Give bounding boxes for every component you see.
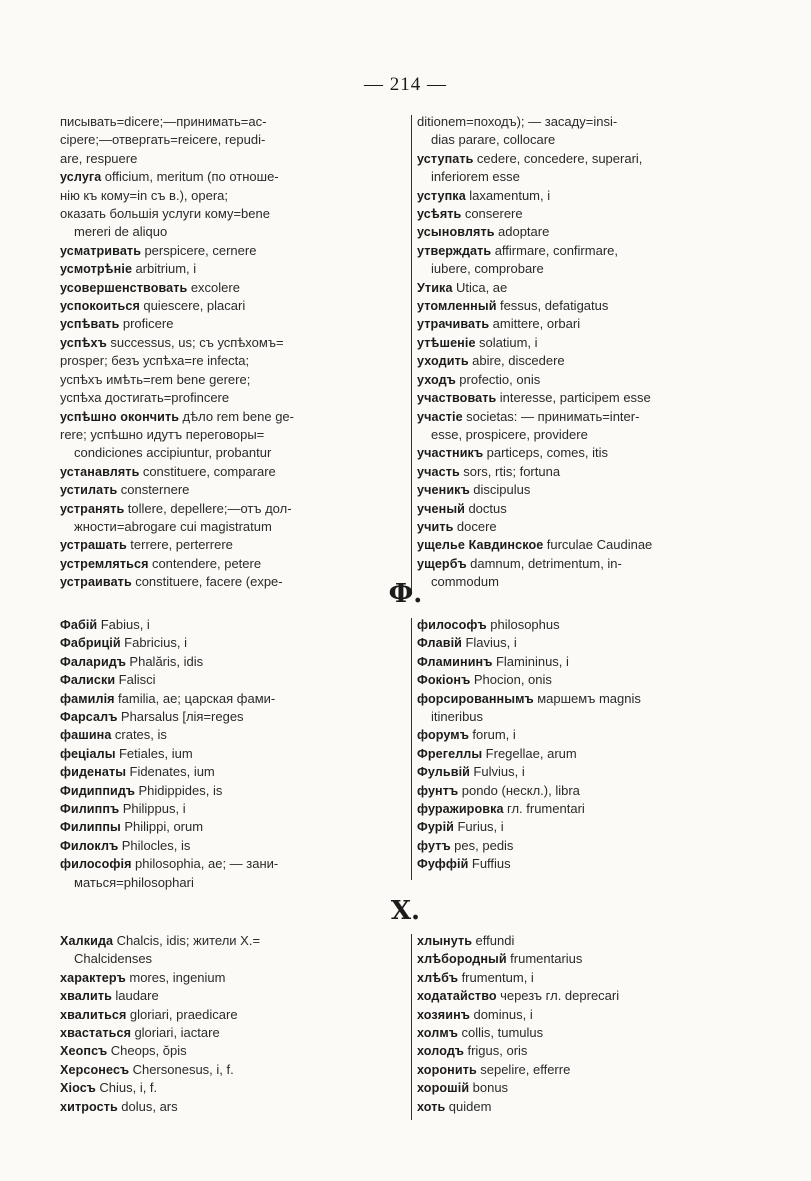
definition: pes, pedis [454, 837, 514, 853]
dictionary-entry [60, 242, 406, 260]
headword: уходить [417, 354, 469, 369]
headword: хлѣбъ [417, 970, 459, 985]
definition: furculae Caudinae [546, 537, 653, 553]
dictionary-entry [417, 223, 772, 241]
entry-continuation [60, 444, 406, 462]
entry-continuation [60, 426, 406, 444]
definition: contendere, petere [151, 555, 262, 571]
definition: interesse, participem esse [499, 390, 651, 406]
column-divider [411, 115, 412, 593]
dictionary-entry [417, 1061, 772, 1079]
entry-continuation [60, 131, 406, 149]
dictionary-entry [60, 745, 406, 763]
headword: устанавлять [60, 464, 140, 479]
headword: хвастаться [60, 1026, 132, 1041]
letter-heading-h: Х. [390, 896, 421, 926]
headword: Фарсалъ [60, 710, 118, 725]
definition: constituere, comparare [142, 463, 276, 479]
headword: Фламининъ [417, 654, 493, 669]
headword: Фабій [60, 618, 98, 632]
definition: philosophus [490, 617, 560, 632]
headword: хвалиться [60, 1007, 127, 1022]
dictionary-entry [417, 463, 772, 481]
headword: усмотрѣніе [60, 262, 133, 277]
entry-continuation [60, 223, 406, 241]
headword: ученый [417, 501, 466, 516]
right-column [417, 616, 772, 874]
definition: frigus, oris [467, 1043, 528, 1059]
headword: хорошій [417, 1081, 470, 1096]
entry-continuation [60, 150, 406, 168]
definition: маться=philosophari [74, 874, 194, 890]
definition: arbitrium, i [135, 261, 197, 277]
dictionary-entry [417, 187, 772, 205]
headword: хозяинъ [417, 1007, 471, 1022]
definition: mereri de aliquo [74, 224, 168, 240]
dictionary-entry [60, 279, 406, 297]
dictionary-entry [417, 1098, 772, 1116]
dictionary-entry [417, 987, 772, 1005]
definition: Fabricius, i [124, 635, 188, 651]
headword: форумъ [417, 728, 470, 743]
headword: хоть [417, 1099, 446, 1114]
dictionary-entry [417, 371, 772, 389]
definition: tollere, depellere;—отъ дол- [127, 500, 292, 516]
definition: philosophia, ae; — зани- [135, 856, 279, 872]
dictionary-entry [417, 782, 772, 800]
definition: Chius, i, f. [99, 1080, 158, 1096]
definition: iubere, comprobare [431, 261, 544, 277]
definition: cipere;—отвергать=reicere, repudi- [60, 132, 266, 148]
definition: commodum [431, 574, 499, 590]
dictionary-entry [417, 855, 772, 873]
dictionary-entry [417, 205, 772, 223]
dictionary-entry [417, 444, 772, 462]
definition: нію къ кому=in съ в.), opera; [60, 187, 228, 203]
dictionary-entry [60, 481, 406, 499]
headword: ущербъ [417, 556, 467, 571]
definition: discipulus [473, 482, 531, 498]
dictionary-entry [417, 315, 772, 333]
right-column [417, 932, 772, 1116]
headword: утверждать [417, 243, 492, 258]
headword: уступать [417, 151, 474, 166]
dictionary-entry [60, 1006, 406, 1024]
dictionary-entry [417, 726, 772, 744]
left-column [60, 113, 406, 592]
dictionary-entry [60, 1042, 406, 1060]
definition: particeps, comes, itis [486, 445, 609, 461]
definition: collis, tumulus [461, 1025, 544, 1041]
dictionary-entry [417, 555, 772, 573]
headword: успѣшно окончить [60, 409, 180, 424]
definition: amittere, orbari [492, 316, 581, 332]
dictionary-entry [417, 690, 772, 708]
entry-continuation [60, 518, 406, 536]
headword: Фаларидъ [60, 654, 127, 669]
dictionary-entry [417, 536, 772, 554]
headword: Фурій [417, 820, 455, 835]
definition: гл. frumentari [507, 801, 585, 817]
definition: quidem [448, 1098, 492, 1114]
headword: Фабрицій [60, 636, 121, 651]
definition: damnum, detrimentum, in- [470, 555, 622, 571]
column-divider [411, 934, 412, 1120]
headword: услуга [60, 170, 102, 185]
left-column [60, 932, 406, 1116]
dictionary-entry [60, 334, 406, 352]
dictionary-entry [60, 555, 406, 573]
dictionary-entry [417, 800, 772, 818]
entry-continuation [60, 371, 406, 389]
headword: усыновлять [417, 225, 495, 240]
dictionary-entry [417, 352, 772, 370]
headword: ученикъ [417, 483, 470, 498]
dictionary-entry [417, 837, 772, 855]
entry-continuation [60, 352, 406, 370]
headword: утрачивать [417, 317, 490, 332]
headword: участіе [417, 409, 463, 424]
headword: утомленный [417, 299, 497, 314]
definition: Cheops, ŏpis [110, 1043, 187, 1059]
entry-continuation [60, 205, 406, 223]
headword: уходъ [417, 372, 456, 387]
definition: fessus, defatigatus [499, 298, 609, 314]
definition: успѣхъ имѣть=rem bene gerere; [60, 371, 251, 387]
definition: solatium, i [479, 334, 538, 350]
definition: sepelire, efferre [480, 1061, 571, 1077]
right-column [417, 113, 772, 592]
definition: laudare [115, 988, 159, 1004]
definition: profectio, onis [459, 371, 541, 387]
dictionary-entry [417, 481, 772, 499]
definition: Chersonesus, i, f. [132, 1061, 234, 1077]
dictionary-entry [60, 463, 406, 481]
entry-continuation [417, 131, 772, 149]
entry-continuation [417, 260, 772, 278]
section-f-entries [60, 616, 772, 896]
entry-continuation [60, 187, 406, 205]
definition: дѣло rem bene ge- [182, 408, 294, 424]
definition: Falisci [118, 672, 156, 688]
headword: участвовать [417, 391, 497, 406]
definition: abire, discedere [472, 353, 565, 369]
headword: Фуффій [417, 857, 469, 872]
definition: жности=abrogare cui magistratum [74, 518, 272, 534]
dictionary-entry [417, 950, 772, 968]
definition: successus, us; съ успѣхомъ= [110, 334, 284, 350]
dictionary-entry [60, 671, 406, 689]
dictionary-entry [417, 969, 772, 987]
definition: Chalcis, idis; жители Х.= [116, 933, 261, 948]
definition: docere [456, 518, 497, 534]
definition: familia, ae; царская фами- [118, 690, 276, 706]
definition: rere; успѣшно идутъ переговоры= [60, 426, 265, 442]
headword: фуражировка [417, 802, 504, 817]
dictionary-entry [417, 518, 772, 536]
headword: успокоиться [60, 299, 140, 314]
headword: ущелье Кавдинское [417, 538, 544, 553]
headword: феціалы [60, 746, 116, 761]
headword: Фрегеллы [417, 746, 483, 761]
dictionary-entry [417, 297, 772, 315]
dictionary-entry [417, 932, 772, 950]
entry-continuation [417, 113, 772, 131]
dictionary-entry [417, 279, 772, 297]
definition: laxamentum, i [469, 187, 551, 203]
entry-continuation [60, 950, 406, 968]
dictionary-entry [60, 653, 406, 671]
dictionary-entry [417, 653, 772, 671]
definition: terrere, perterrere [130, 537, 233, 553]
definition: dominus, i [473, 1006, 533, 1022]
dictionary-entry [417, 671, 772, 689]
definition: Fregellae, arum [485, 745, 577, 761]
headword: Филиппы [60, 820, 121, 835]
headword: усѣять [417, 207, 462, 222]
definition: consternere [120, 482, 190, 498]
dictionary-entry [417, 1079, 772, 1097]
dictionary-entry [417, 242, 772, 260]
definition: perspicere, cernere [144, 242, 257, 258]
definition: frumentarius [510, 951, 583, 967]
dictionary-entry [60, 1061, 406, 1079]
dictionary-entry [417, 408, 772, 426]
definition: dias parare, collocare [431, 132, 556, 148]
headword: ходатайство [417, 989, 497, 1004]
definition: Flamininus, i [495, 653, 569, 669]
definition: are, respuere [60, 150, 138, 166]
dictionary-entry [417, 616, 772, 634]
headword: Халкида [60, 934, 114, 948]
headword: успѣвать [60, 317, 120, 332]
definition: Pharsalus [лія=reges [120, 709, 244, 725]
headword: Флавій [417, 636, 463, 651]
headword: Утика [417, 280, 453, 295]
dictionary-entry [60, 315, 406, 333]
definition: Philocles, is [121, 837, 191, 853]
dictionary-entry [60, 969, 406, 987]
headword: участникъ [417, 446, 484, 461]
dictionary-entry [60, 763, 406, 781]
definition: conserere [464, 206, 523, 222]
headword: Филиппъ [60, 802, 120, 817]
dictionary-entry [60, 932, 406, 950]
definition: cedere, concedere, superari, [476, 150, 643, 166]
definition: Fetiales, ium [118, 745, 193, 761]
headword: хвалить [60, 989, 112, 1004]
definition: Phocion, onis [473, 672, 552, 688]
column-divider [411, 618, 412, 880]
definition: Utica, ae [455, 279, 508, 295]
definition: frumentum, i [461, 969, 534, 985]
headword: философія [60, 857, 132, 872]
dictionary-entry [417, 763, 772, 781]
entry-continuation [60, 113, 406, 131]
definition: adoptare [498, 224, 550, 240]
dictionary-entry [417, 745, 772, 763]
definition: Flavius, i [465, 635, 517, 651]
definition: quiescere, placari [143, 298, 246, 314]
definition: effundi [475, 933, 515, 948]
headword: фамилія [60, 691, 115, 706]
definition: mores, ingenium [129, 969, 226, 985]
letter-heading-f: Ф. [388, 579, 423, 609]
definition: crates, is [114, 727, 167, 743]
dictionary-entry [60, 408, 406, 426]
definition: оказать большія услуги кому=bene [60, 206, 270, 222]
definition: sors, rtis; fortuna [463, 463, 561, 479]
entry-continuation [60, 874, 406, 892]
definition: Fidenates, ium [129, 764, 215, 780]
headword: учить [417, 519, 454, 534]
headword: хоронить [417, 1062, 477, 1077]
definition: condiciones accipiuntur, probantur [74, 445, 272, 461]
definition: ditionem=походъ); — засаду=insi- [417, 114, 618, 129]
dictionary-entry [417, 150, 772, 168]
headword: участь [417, 464, 460, 479]
headword: Фалиски [60, 673, 116, 688]
definition: писывать=dicere;—принимать=ac- [60, 114, 267, 129]
headword: успѣхъ [60, 335, 107, 350]
headword: форсированнымъ [417, 691, 534, 706]
headword: философъ [417, 618, 487, 632]
headword: фашина [60, 728, 112, 743]
dictionary-entry [417, 818, 772, 836]
definition: Phidippides, is [138, 782, 223, 798]
definition: esse, prospicere, providere [431, 426, 588, 442]
headword: усматривать [60, 243, 142, 258]
section-h-entries [60, 932, 772, 1122]
definition: маршемъ magnis [537, 690, 641, 706]
definition: Fabius, i [100, 617, 150, 632]
dictionary-entry [60, 726, 406, 744]
dictionary-entry [417, 1006, 772, 1024]
headword: устрашать [60, 538, 127, 553]
dictionary-entry [417, 334, 772, 352]
headword: Фокіонъ [417, 673, 471, 688]
dictionary-entry [60, 260, 406, 278]
headword: фунтъ [417, 783, 459, 798]
definition: gloriari, iactare [134, 1025, 220, 1041]
page-number: — 214 — [364, 74, 447, 95]
dictionary-entry [60, 168, 406, 186]
definition: черезъ гл. deprecari [500, 988, 620, 1004]
dictionary-entry [60, 987, 406, 1005]
headword: хлѣбородный [417, 952, 507, 967]
definition: excolere [190, 279, 240, 295]
dictionary-entry [60, 782, 406, 800]
section-u-entries [60, 113, 772, 593]
dictionary-entry [60, 818, 406, 836]
entry-continuation [60, 389, 406, 407]
headword: Херсонесъ [60, 1062, 130, 1077]
entry-continuation [417, 708, 772, 726]
headword: фиденаты [60, 765, 127, 780]
dictionary-entry [417, 389, 772, 407]
dictionary-entry [60, 690, 406, 708]
definition: proficere [122, 316, 174, 332]
definition: affirmare, confirmare, [494, 242, 618, 258]
definition: Philippus, i [122, 801, 186, 817]
headword: Хіосъ [60, 1081, 96, 1096]
definition: prosper; безъ успѣха=re infecta; [60, 353, 250, 369]
headword: хитрость [60, 1099, 118, 1114]
dictionary-entry [60, 1079, 406, 1097]
dictionary-entry [60, 837, 406, 855]
headword: холодъ [417, 1044, 465, 1059]
headword: холмъ [417, 1026, 459, 1041]
headword: Хеопсъ [60, 1044, 108, 1059]
headword: устраивать [60, 575, 132, 590]
dictionary-entry [60, 800, 406, 818]
headword: Фульвій [417, 765, 471, 780]
left-column [60, 616, 406, 892]
definition: forum, i [472, 727, 516, 743]
headword: устилать [60, 483, 118, 498]
definition: Fulvius, i [473, 764, 525, 780]
headword: хлынуть [417, 934, 473, 948]
dictionary-entry [60, 855, 406, 873]
dictionary-entry [417, 1024, 772, 1042]
definition: gloriari, praedicare [129, 1006, 238, 1022]
definition: dolus, ars [121, 1098, 178, 1114]
headword: утѣшеніе [417, 335, 476, 350]
definition: Furius, i [457, 819, 504, 835]
headword: устранять [60, 501, 125, 516]
entry-continuation [417, 168, 772, 186]
headword: Филоклъ [60, 838, 119, 853]
headword: Фидиппидъ [60, 783, 136, 798]
dictionary-entry [417, 500, 772, 518]
definition: officium, meritum (по отноше- [104, 169, 279, 185]
headword: уступка [417, 188, 466, 203]
headword: устремляться [60, 556, 149, 571]
definition: pondo (нескл.), libra [461, 782, 580, 798]
headword: усовершенствовать [60, 280, 188, 295]
dictionary-entry [60, 708, 406, 726]
definition: inferiorem esse [431, 169, 520, 185]
dictionary-entry [60, 616, 406, 634]
definition: societas: — принимать=inter- [466, 408, 640, 424]
definition: Phalăris, idis [129, 653, 204, 669]
dictionary-entry [60, 1098, 406, 1116]
dictionary-entry [60, 500, 406, 518]
definition: constituere, facere (expe- [135, 574, 283, 590]
dictionary-entry [60, 297, 406, 315]
dictionary-entry [417, 1042, 772, 1060]
definition: bonus [472, 1080, 509, 1096]
dictionary-entry [417, 634, 772, 652]
definition: успѣха достигать=profincere [60, 390, 230, 406]
definition: itineribus [431, 709, 484, 725]
entry-continuation [417, 426, 772, 444]
definition: Fuffius [471, 856, 511, 872]
definition: Philippi, orum [124, 819, 204, 835]
definition: doctus [468, 500, 507, 516]
headword: характеръ [60, 970, 126, 985]
definition: Chalcidenses [74, 951, 153, 967]
dictionary-entry [60, 536, 406, 554]
dictionary-entry [60, 634, 406, 652]
headword: футъ [417, 838, 451, 853]
dictionary-entry [60, 1024, 406, 1042]
